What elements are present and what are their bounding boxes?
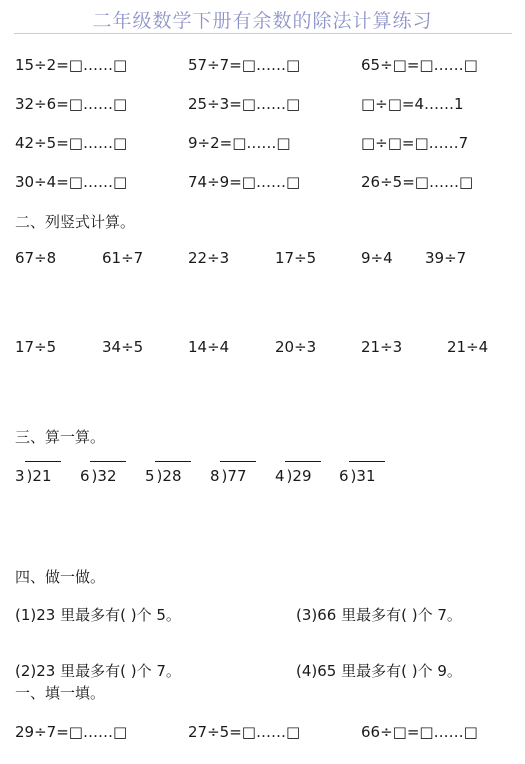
vertical-problem: 9÷4	[361, 249, 393, 267]
vertical-problem: 67÷8	[15, 249, 57, 267]
vertical-problem: 21÷4	[447, 338, 489, 356]
long-division: 4 ) 29	[275, 467, 312, 485]
problem-5-1: 29÷7=□……□	[15, 723, 128, 741]
vertical-problem: 39÷7	[425, 249, 467, 267]
section-heading-calculate: 三、算一算。	[15, 428, 106, 446]
title-divider	[14, 33, 512, 34]
problem-1-1: 15÷2=□……□	[15, 56, 128, 74]
problem-2-1: 32÷6=□……□	[15, 95, 128, 113]
problem-5-2: 27÷5=□……□	[188, 723, 301, 741]
section-heading-do: 四、做一做。	[15, 568, 106, 586]
section-heading-fill: 一、填一填。	[15, 684, 106, 702]
problem-4-3: 26÷5=□……□	[361, 173, 474, 191]
problem-3-1: 42÷5=□……□	[15, 134, 128, 152]
problem-4-1: 30÷4=□……□	[15, 173, 128, 191]
vertical-problem: 34÷5	[102, 338, 144, 356]
word-problem: (4)65 里最多有( )个 9。	[296, 662, 462, 680]
divisor: 6	[80, 467, 90, 485]
vertical-problem: 21÷3	[361, 338, 403, 356]
dividend: 77	[227, 467, 247, 485]
long-division: 6 ) 31	[339, 467, 376, 485]
long-division: 5 ) 28	[145, 467, 182, 485]
divisor: 5	[145, 467, 155, 485]
dividend: 21	[32, 467, 52, 485]
problem-1-2: 57÷7=□……□	[188, 56, 301, 74]
word-problem: (3)66 里最多有( )个 7。	[296, 606, 462, 624]
vertical-problem: 17÷5	[275, 249, 317, 267]
long-division: 3 ) 21	[15, 467, 52, 485]
dividend: 31	[356, 467, 376, 485]
problem-4-2: 74÷9=□……□	[188, 173, 301, 191]
problem-3-3: □÷□=□……7	[361, 134, 469, 152]
vertical-problem: 20÷3	[275, 338, 317, 356]
divisor: 3	[15, 467, 25, 485]
vertical-problem: 61÷7	[102, 249, 144, 267]
dividend: 29	[292, 467, 312, 485]
long-division: 8 ) 77	[210, 467, 247, 485]
vertical-problem: 22÷3	[188, 249, 230, 267]
divisor: 4	[275, 467, 285, 485]
vertical-problem: 14÷4	[188, 338, 230, 356]
vertical-problem: 17÷5	[15, 338, 57, 356]
divisor: 8	[210, 467, 220, 485]
divisor: 6	[339, 467, 349, 485]
problem-2-3: □÷□=4……1	[361, 95, 464, 113]
problem-1-3: 65÷□=□……□	[361, 56, 478, 74]
word-problem: (1)23 里最多有( )个 5。	[15, 606, 181, 624]
dividend: 32	[97, 467, 117, 485]
word-problem: (2)23 里最多有( )个 7。	[15, 662, 181, 680]
problem-3-2: 9÷2=□……□	[188, 134, 291, 152]
section-heading-vertical: 二、列竖式计算。	[15, 213, 136, 231]
problem-2-2: 25÷3=□……□	[188, 95, 301, 113]
page-title: 二年级数学下册有余数的除法计算练习	[92, 10, 433, 32]
dividend: 28	[162, 467, 182, 485]
problem-5-3: 66÷□=□……□	[361, 723, 478, 741]
long-division: 6 ) 32	[80, 467, 117, 485]
